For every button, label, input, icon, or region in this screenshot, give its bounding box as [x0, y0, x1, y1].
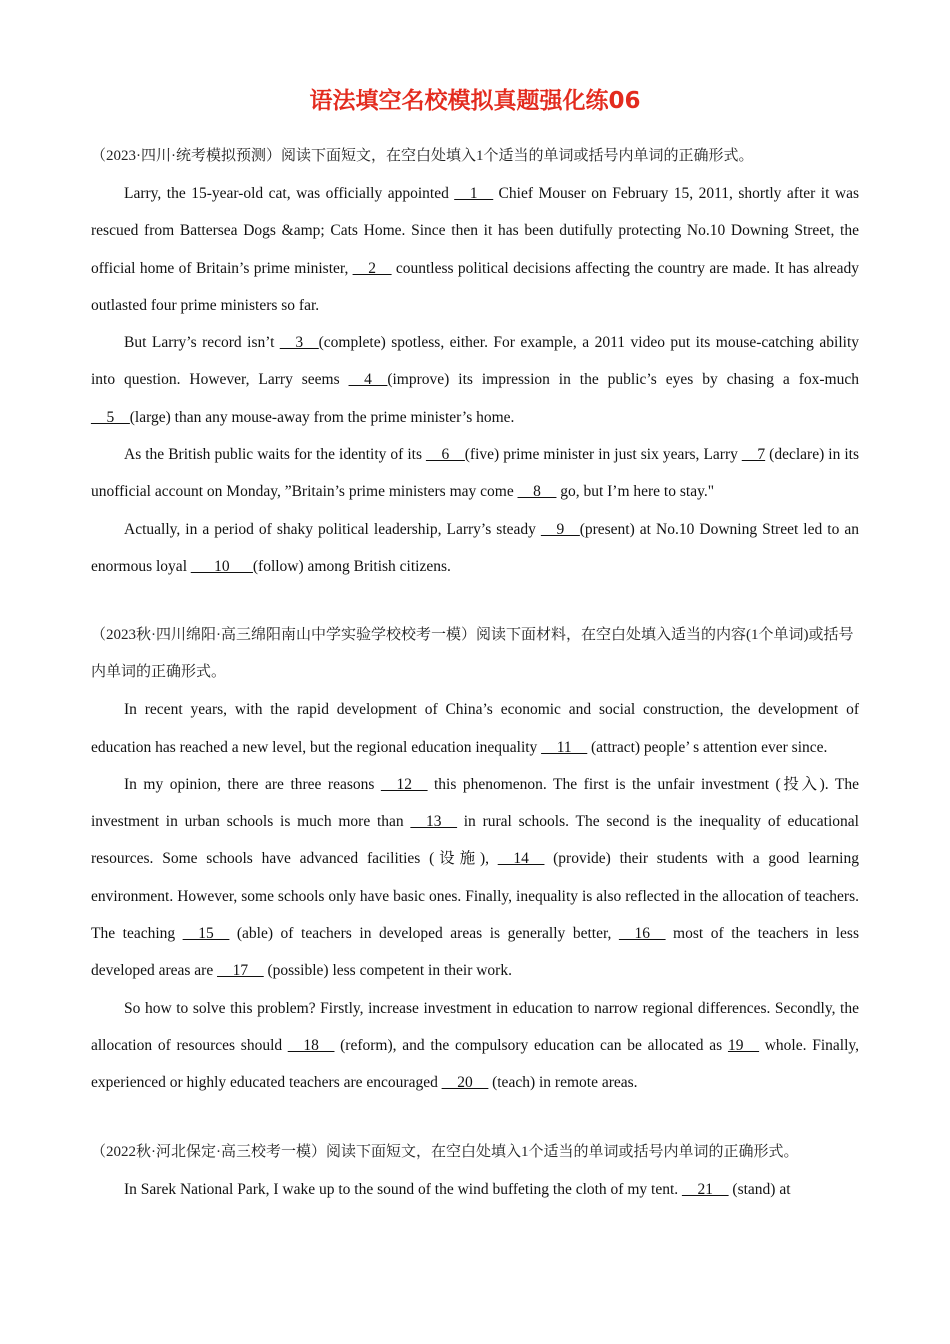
- section-3-source: （2022秋·河北保定·高三校考一模）阅读下面短文，在空白处填入1个适当的单词或括号内单词的正确形式。: [91, 1143, 799, 1160]
- blank-12: __12__: [380, 775, 428, 793]
- section-2-source: （2023秋·四川绵阳·高三绵阳南山中学实验学校校考一模）阅读下面材料，在空白处填入适当的内容(1个单词)或括号内单词的正确形式。: [91, 627, 854, 681]
- section-1-paragraph-1: Larry, the 15-year-old cat, was officially appointed __1__ Chief Mouser on February 15, 2011, shortly after it was rescued from Battersea Dogs &amp; Cats Home. Since then it has been dutifully protecting No.10 Downing Street, the official home of Britain’s prime minister, __2__ countless political decisions affecting the country are made. It has already outlasted four prime ministers so far.: [91, 185, 859, 314]
- blank-15: __15__: [182, 925, 230, 943]
- blank-8: __8__: [517, 483, 557, 501]
- section-divider: [91, 1102, 859, 1134]
- blank-3: __3__: [279, 334, 319, 352]
- blank-9: __9__: [540, 520, 580, 538]
- section-2-paragraph-1: In recent years, with the rapid development of China’s economic and social construction, the development of education has reached a new level, but the regional education inequality __11__ (attract) people’ s attention ever since.: [91, 701, 859, 756]
- document-page: [91, 84, 859, 1208]
- section-2-paragraph-2: In my opinion, there are three reasons __12__ this phenomenon. The first is the unfair investment (投入). The investment in urban schools is much more than __13__ in rural schools. The second is the inequality of educational resources. Some schools have advanced facilities (设施), __14__ (provide) their students with a good learning environment. However, some schools only have basic ones. Finally, inequality is also reflected in the allocation of teachers. The teaching __15__ (able) of teachers in developed areas is generally better, __16__ most of the teachers in less developed areas are __17__ (possible) less competent in their work.: [91, 775, 859, 980]
- section-divider: [91, 585, 859, 617]
- section-1-paragraph-2: But Larry’s record isn’t __3__(complete) spotless, either. For example, a 2011 video put its mouse-catching ability into question. However, Larry seems __4__(improve) its impression in the public’s eyes by chasing a fox-much __5__(large) than any mouse-away from the prime minister’s home.: [91, 334, 859, 426]
- section-1-paragraph-3: As the British public waits for the identity of its __6__(five) prime minister in just six years, Larry __7 (declare) in its unofficial account on Monday, ”Britain’s prime ministers may come __8__ go, but I’m here to stay.": [91, 446, 859, 501]
- blank-16: __16__: [618, 925, 666, 943]
- section-2-paragraph-3: So how to solve this problem? Firstly, increase investment in education to narrow regional differences. Secondly, the allocation of resources should __18__ (reform), and the compulsory education can be allocated as 19__ whole. Finally, experienced or highly educated teachers are encouraged __20__ (teach) in remote areas.: [91, 999, 859, 1092]
- section-1-source: （2023·四川·统考模拟预测）阅读下面短文，在空白处填入1个适当的单词或括号内单词的正确形式。: [91, 148, 754, 164]
- blank-11: __11__: [541, 738, 588, 756]
- blank-17: __17__: [217, 962, 264, 980]
- blank-7: __7: [741, 446, 766, 464]
- blank-6: __6__: [426, 446, 465, 464]
- blank-1: __1__: [454, 185, 494, 202]
- blank-19: 19__: [727, 1036, 759, 1054]
- blank-21: __21__: [682, 1180, 729, 1198]
- blank-13: __13__: [410, 813, 457, 831]
- blank-2: __2__: [352, 259, 392, 277]
- blank-20: __20__: [441, 1074, 489, 1092]
- blank-14: __14__: [497, 850, 545, 868]
- page-title: 语法填空名校模拟真题强化练06: [309, 88, 641, 114]
- blank-18: __18__: [287, 1036, 335, 1054]
- blank-10: ___10___: [190, 557, 253, 575]
- section-1-paragraph-4: Actually, in a period of shaky political leadership, Larry’s steady __9__(present) at No.10 Downing Street led to an enormous loyal ___10___(follow) among British citizens.: [91, 520, 859, 575]
- section-3-paragraph-1: In Sarek National Park, I wake up to the sound of the wind buffeting the cloth of my tent. __21__ (stand) at: [124, 1180, 791, 1198]
- blank-4: __4__: [348, 371, 388, 389]
- blank-5: __5__: [91, 408, 130, 426]
